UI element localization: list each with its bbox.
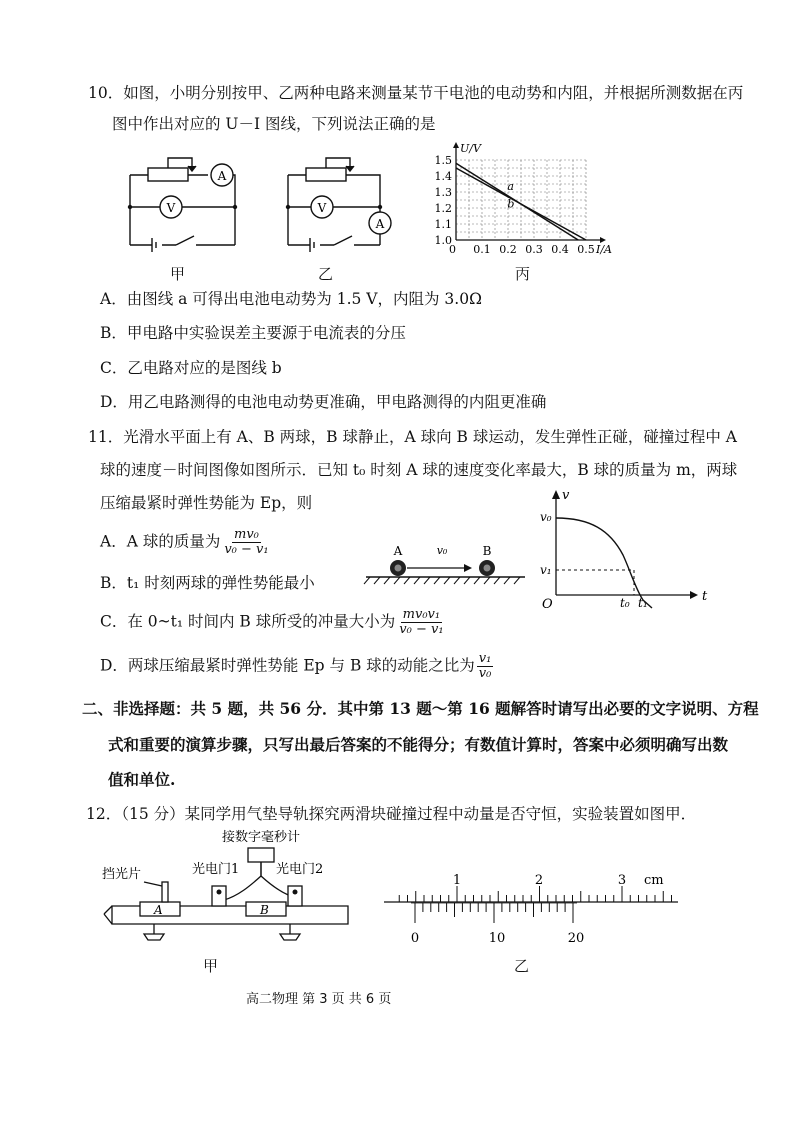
ui-grid: [456, 160, 586, 240]
series-label-a: a: [507, 180, 514, 194]
vt-dashed-guide: [556, 570, 634, 595]
q10-option-c: C．乙电路对应的是图线 b: [100, 359, 282, 377]
y-axis-arrow: [453, 142, 459, 148]
q11-option-b: B．t₁ 时刻两球的弹性势能最小: [100, 574, 315, 592]
vernier-label-0: 0: [410, 931, 420, 946]
ammeter-label-jia: A: [217, 169, 227, 183]
series-label-b: b: [507, 197, 515, 211]
voltmeter-label-jia: V: [166, 201, 176, 215]
q10-option-a: A．由图线 a 可得出电池电动势为 1.5 V，内阻为 3.0Ω: [100, 290, 482, 308]
ball-a-label: A: [393, 544, 403, 558]
q11-option-d: D．两球压缩最紧时弹性势能 Ep 与 B 球的动能之比为 $\frac{\text{v₁}}{\text{v₀}}$: [100, 651, 492, 681]
ball-b-label: B: [482, 544, 492, 558]
vt-label-v0: v₀: [540, 510, 552, 524]
q11-stem-line2: 球的速度－时间图像如图所示．已知 t₀ 时刻 A 球的速度变化率最大，B 球的质量为 m，两球: [100, 461, 738, 479]
page-footer: 高二物理 第 3 页 共 6 页: [246, 992, 392, 1007]
voltmeter-label-yi: V: [317, 201, 327, 215]
vernier-label-20: 20: [567, 931, 585, 946]
main-label-2: 2: [534, 873, 544, 888]
slider-a-label: A: [154, 903, 163, 917]
label-gate1: 光电门1: [192, 862, 240, 877]
y-tick-label: 1.2: [434, 202, 452, 215]
vt-axis-v: v: [562, 488, 570, 503]
y-tick-label: 1.0: [434, 234, 452, 247]
section2-line1: 二、非选择题：共 5 题，共 56 分．其中第 13 题～第 16 题解答时请写出必要的文字说明、方程: [82, 699, 759, 718]
section2-line3: 值和单位.: [108, 770, 176, 789]
vt-label-t1: t₁: [638, 596, 648, 610]
caption-q12-yi: 乙: [514, 957, 530, 975]
vernier-label-10: 10: [488, 931, 506, 946]
vt-label-t0: t₀: [620, 596, 630, 610]
q11-option-c: C．在 0~t₁ 时间内 B 球所受的冲量大小为 $\frac{\text{mv₀v₁}}{\text{v₀ − v₁}}$: [100, 607, 444, 637]
caption-q12-jia: 甲: [203, 957, 219, 975]
q11-stem-line1: 11．光滑水平面上有 A、B 两球，B 球静止，A 球向 B 球运动，发生弹性正碰，碰撞过程中 A: [88, 428, 737, 446]
q10-stem-line1: 10．如图，小明分别按甲、乙两种电路来测量某节干电池的电动势和内阻，并根据所测数据在丙: [88, 84, 744, 102]
section2-line2: 式和重要的演算步骤，只写出最后答案的不能得分；有数值计算时，答案中必须明确写出数: [108, 735, 729, 754]
q10-option-b: B．甲电路中实验误差主要源于电流表的分压: [100, 324, 406, 342]
circuit-jia: [120, 150, 245, 255]
y-tick-label: 1.5: [434, 154, 452, 167]
balls-diagram: [360, 540, 530, 590]
label-timer: 接数字毫秒计: [222, 830, 301, 845]
caption-bing: 丙: [515, 265, 531, 283]
x-tick-label: 0.5: [577, 243, 595, 256]
main-unit: cm: [644, 873, 664, 888]
ammeter-label-yi: A: [375, 217, 385, 231]
air-track-apparatus: [100, 826, 365, 971]
caption-jia: 甲: [170, 265, 186, 283]
vt-axis-t: t: [702, 589, 708, 604]
arrow-v0-label: v₀: [436, 544, 448, 557]
digital-timer: [248, 848, 274, 862]
q11-option-a: A．A 球的质量为 $\frac{\text{mv₀}}{\text{v₀ − v₁}}$: [100, 527, 269, 557]
rheostat-yi: [306, 168, 346, 181]
q12-stem: 12．（15 分）某同学用气垫导轨探究两滑块碰撞过程中动量是否守恒，实验装置如图甲．: [86, 805, 697, 823]
caption-yi: 乙: [318, 265, 334, 283]
x-tick-label: 0.3: [525, 243, 543, 256]
vernier-scale: [411, 903, 577, 923]
main-label-1: 1: [452, 873, 462, 888]
vt-graph: [530, 485, 710, 615]
main-scale: [384, 886, 678, 902]
ui-axes: [453, 142, 606, 243]
x-tick-label: 0: [449, 243, 456, 256]
q10-stem-line2: 图中作出对应的 U－I 图线，下列说法正确的是: [112, 115, 436, 133]
vt-label-v1: v₁: [540, 563, 552, 577]
ui-graph: [428, 138, 628, 263]
slider-b-label: B: [260, 903, 269, 917]
label-gate2: 光电门2: [276, 862, 324, 877]
y-tick-label: 1.3: [434, 186, 452, 199]
circuit-yi: [278, 150, 403, 255]
y-tick-label: 1.1: [434, 218, 452, 231]
y-axis-label: U/V: [460, 142, 481, 155]
photogate-2: [288, 886, 302, 906]
vernier-caliper: [380, 862, 690, 952]
x-tick-label: 0.4: [551, 243, 569, 256]
x-axis-label: I/A: [596, 243, 612, 256]
x-tick-label: 0.2: [499, 243, 517, 256]
rheostat-jia: [148, 168, 188, 181]
photogate-1: [212, 886, 226, 906]
q11-stem-line3: 压缩最紧时弹性势能为 Ep，则: [100, 494, 313, 512]
q10-option-d: D．用乙电路测得的电池电动势更准确，甲电路测得的内阻更准确: [100, 393, 547, 411]
main-label-3: 3: [617, 873, 627, 888]
y-tick-label: 1.4: [434, 170, 452, 183]
shade-plate: [162, 882, 168, 902]
vt-origin: O: [542, 597, 553, 612]
x-tick-label: 0.1: [473, 243, 491, 256]
label-shade: 挡光片: [102, 867, 142, 882]
